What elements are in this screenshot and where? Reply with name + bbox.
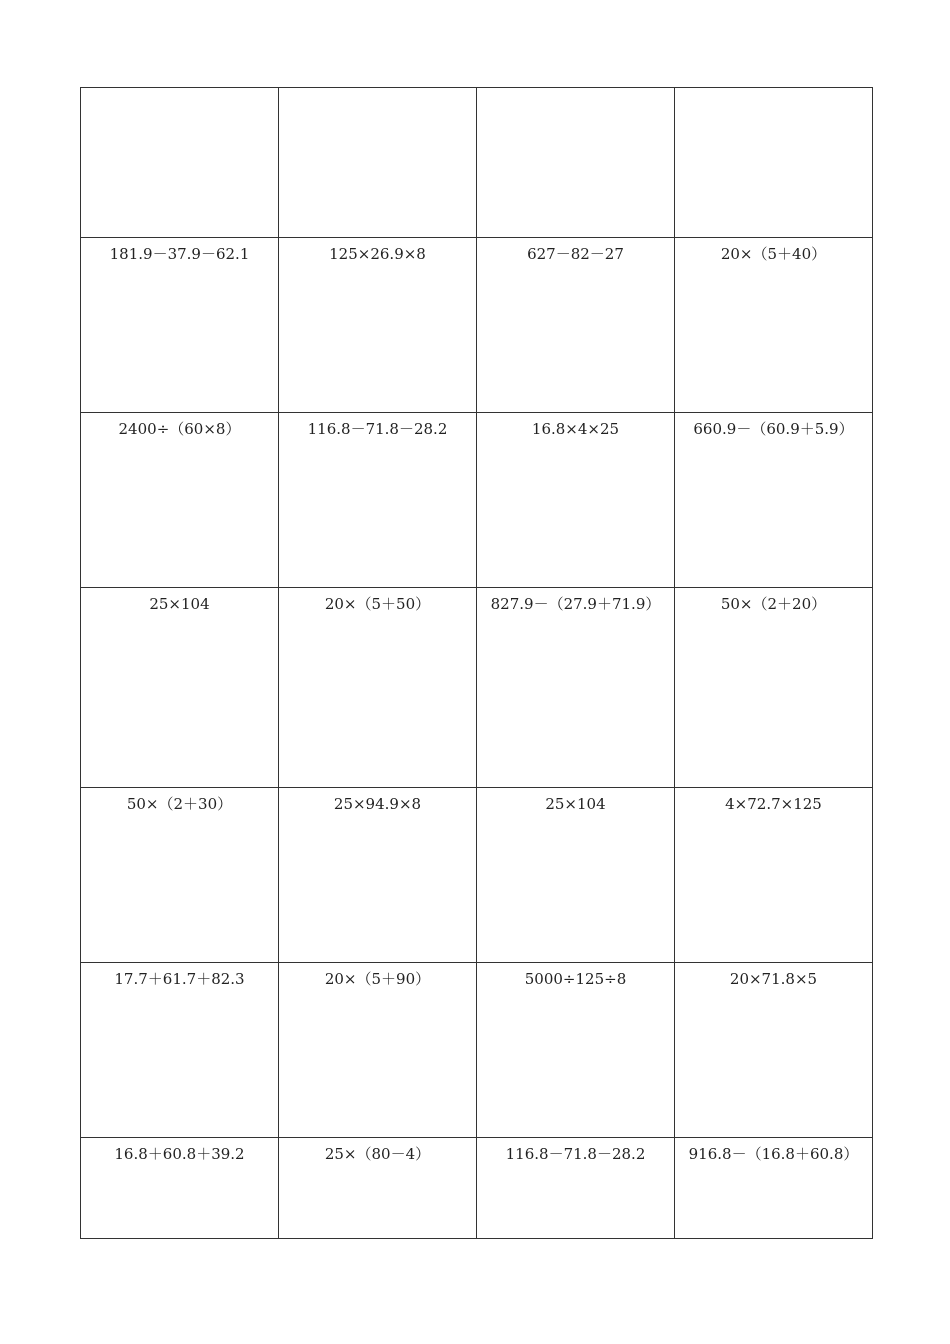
problem-cell: 181.9－37.9－62.1 bbox=[81, 238, 279, 413]
table-row bbox=[81, 88, 873, 238]
problem-cell: 25×（80－4） bbox=[279, 1138, 477, 1239]
problem-cell: 17.7＋61.7＋82.3 bbox=[81, 963, 279, 1138]
problem-cell bbox=[675, 88, 873, 238]
table-row bbox=[81, 413, 873, 588]
table-row bbox=[81, 963, 873, 1138]
problem-cell: 916.8－（16.8＋60.8） bbox=[675, 1138, 873, 1239]
problem-cell: 25×104 bbox=[81, 588, 279, 788]
table-row bbox=[81, 238, 873, 413]
problem-cell bbox=[477, 88, 675, 238]
problem-cell: 627－82－27 bbox=[477, 238, 675, 413]
problem-cell bbox=[279, 88, 477, 238]
problem-cell: 116.8－71.8－28.2 bbox=[477, 1138, 675, 1239]
problem-cell: 5000÷125÷8 bbox=[477, 963, 675, 1138]
problem-cell: 50×（2＋30） bbox=[81, 788, 279, 963]
problem-cell: 20×（5＋90） bbox=[279, 963, 477, 1138]
problem-cell: 25×104 bbox=[477, 788, 675, 963]
problem-cell: 827.9－（27.9＋71.9） bbox=[477, 588, 675, 788]
table-row bbox=[81, 788, 873, 963]
problem-cell bbox=[81, 88, 279, 238]
problem-cell: 4×72.7×125 bbox=[675, 788, 873, 963]
problem-cell: 125×26.9×8 bbox=[279, 238, 477, 413]
problem-cell: 16.8＋60.8＋39.2 bbox=[81, 1138, 279, 1239]
problem-cell: 16.8×4×25 bbox=[477, 413, 675, 588]
problem-cell: 116.8－71.8－28.2 bbox=[279, 413, 477, 588]
problem-cell: 20×71.8×5 bbox=[675, 963, 873, 1138]
table-row bbox=[81, 588, 873, 788]
problem-cell: 50×（2＋20） bbox=[675, 588, 873, 788]
problem-cell: 2400÷（60×8） bbox=[81, 413, 279, 588]
problem-cell: 660.9－（60.9＋5.9） bbox=[675, 413, 873, 588]
problem-cell: 20×（5＋50） bbox=[279, 588, 477, 788]
table-row bbox=[81, 1138, 873, 1239]
problem-cell: 20×（5＋40） bbox=[675, 238, 873, 413]
problem-cell: 25×94.9×8 bbox=[279, 788, 477, 963]
calculation-worksheet-table bbox=[80, 87, 873, 1239]
